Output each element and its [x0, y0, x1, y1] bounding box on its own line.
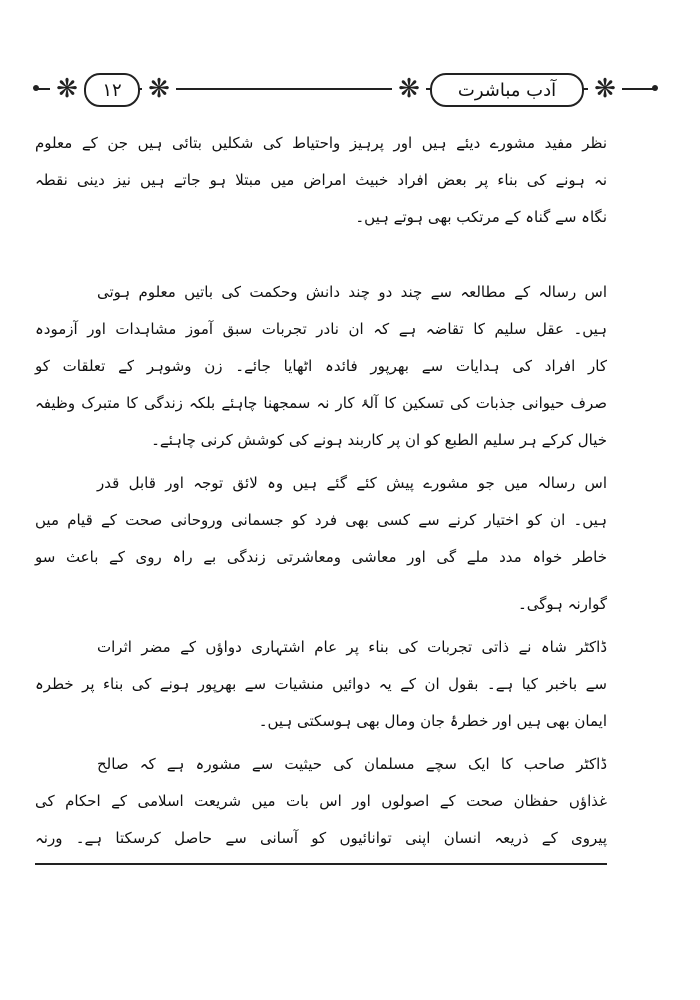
paragraph-start: اس رسالہ میں جو مشورے پیش کئے گئے ہیں وہ لائق توجہ اور قابل قدر [97, 474, 607, 492]
paragraph-start: ڈاکٹر صاحب کا ایک سچے مسلمان کی حیثیت سے مشورہ ہے کہ صالح [97, 755, 607, 773]
text-line: کار افراد کی ہدایات سے بھرپور فائدہ اٹھایا جائے۔ زن وشوہر کے تعلقات کو [35, 357, 607, 375]
paragraph-start: اس رسالہ کے مطالعہ سے چند دو چند دانش وحکمت کی باتیں معلوم ہوتی [97, 283, 607, 301]
text-line: خاطر خواہ مدد ملے گی اور معاشی ومعاشرتی زندگی بے راہ روی کے باعث سو [35, 548, 607, 566]
text-line: نظر مفید مشورے دیئے ہیں اور پرہیز واحتیاط کی شکلیں بتائی ہیں جن کے معلوم [35, 134, 607, 152]
text-line: نہ ہونے کی بناء پر بعض افراد خبیث امراض میں مبتلا ہو جاتے ہیں نیز دینی نقطہ [35, 171, 607, 189]
text-line: صرف حیوانی جذبات کی تسکین کا آلۂ کار نہ سمجھنا چاہئے بلکہ زندگی کا متبرک وظیفہ [35, 394, 607, 412]
header-dot [652, 85, 658, 91]
ornament-icon: ❋ [392, 72, 426, 106]
text-line: نگاہ سے گناہ کے مرتکب بھی ہوتے ہیں۔ [355, 208, 607, 226]
running-title: آدب مباشرت [430, 73, 584, 107]
text-line: سے باخبر کیا ہے۔ بقول ان کے یہ دوائیں منشیات سے بھرپور ہونے کی بناء پر خطرہ [35, 675, 607, 693]
header-dot [33, 85, 39, 91]
text-line: پیروی کے ذریعہ انسان اپنی توانائیوں کو آسانی سے حاصل کرسکتا ہے۔ ورنہ [35, 829, 607, 847]
text-line: ہیں۔ ان کو اختیار کرنے سے کسی بھی فرد کو جسمانی وروحانی صحت کے قیام میں [35, 511, 607, 529]
text-line: ہیں۔ عقل سلیم کا تقاضہ ہے کہ ان نادر تجربات سبق آموز مشاہدات اور آزمودہ [35, 320, 607, 338]
ornament-icon: ❋ [588, 72, 622, 106]
footer-rule [35, 863, 607, 865]
text-line: گوارنہ ہوگی۔ [517, 595, 607, 613]
page-number: ١٢ [84, 73, 140, 107]
paragraph-start: ڈاکٹر شاہ نے ذاتی تجربات کی بناء پر عام اشتہاری دواؤں کے مضر اثرات [97, 638, 607, 656]
text-line: ایمان بھی ہیں اور خطرۂ جان ومال بھی ہوسکتی ہیں۔ [258, 712, 607, 730]
ornament-icon: ❋ [50, 72, 84, 106]
ornament-icon: ❋ [142, 72, 176, 106]
text-line: غذاؤں حفظان صحت کے اصولوں اور اس بات میں شریعت اسلامی کے احکام کی [35, 792, 607, 810]
text-line: خیال کرکے ہر سلیم الطبع کو ان پر کاربند ہونے کی کوشش کرنی چاہئے۔ [151, 431, 607, 449]
page-body [35, 125, 607, 865]
